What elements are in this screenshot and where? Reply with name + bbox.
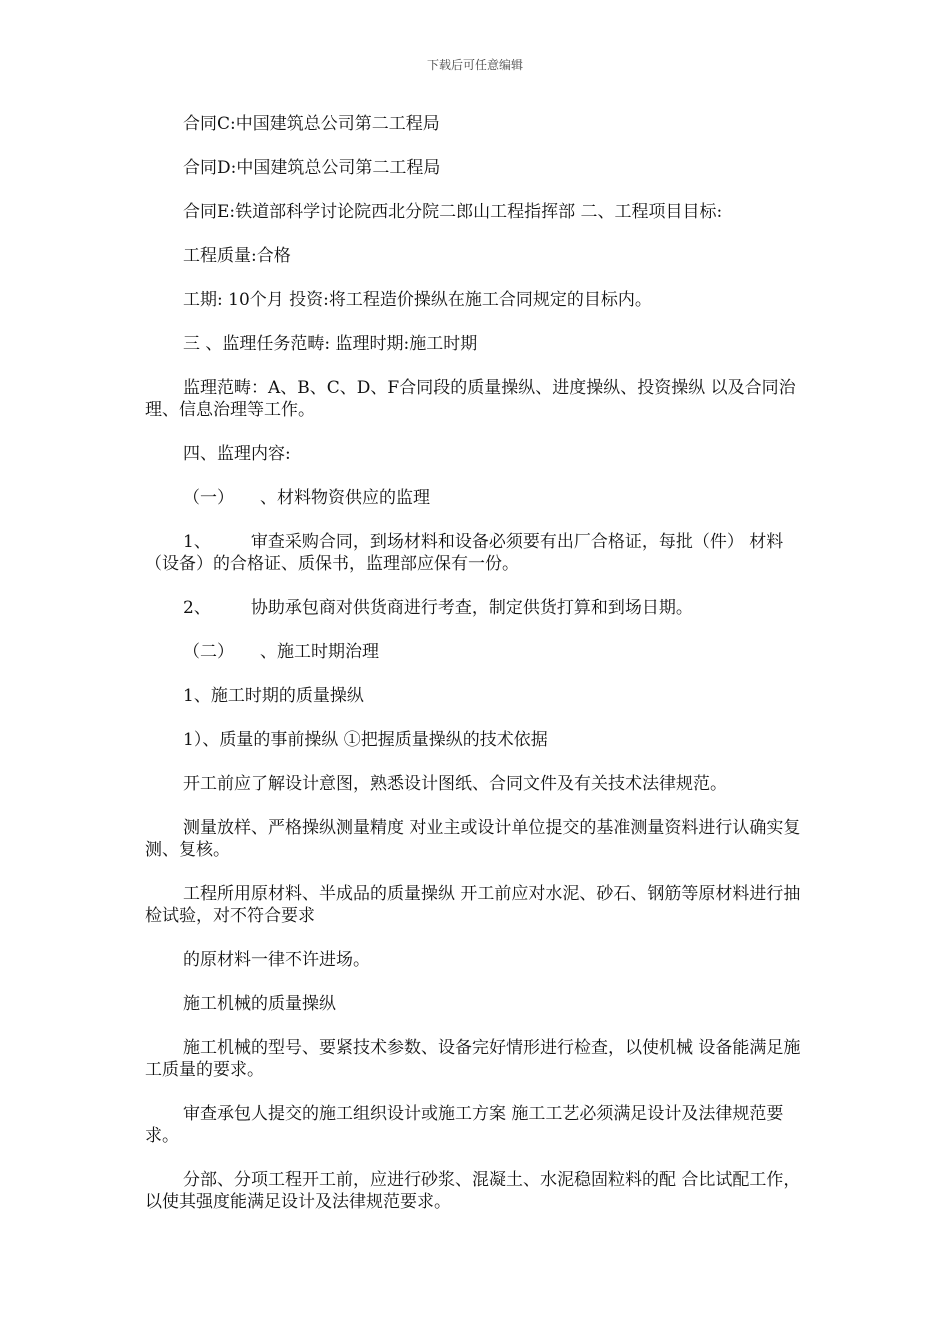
paragraph-section-1 [145,487,805,509]
paragraph-machinery-title: 施工机械的质量操纵 [183,994,336,1014]
paragraph-materials-cont: 的原材料一律不许进场。 [183,950,370,970]
paragraph-design-intent: 开工前应了解设计意图，熟悉设计图纸、合同文件及有关技术法律规范。 [183,774,727,794]
paragraph-quality-control: 1、施工时期的质量操纵 [183,686,364,706]
page-header: 下载后可任意编辑 [426,58,523,72]
item-1-number: 1、 [183,532,211,552]
section-1-number: （一） [183,488,234,508]
paragraph-mix-ratio: 分部、分项工程开工前，应进行砂浆、混凝土、水泥稳固粒料的配 合比试配工作，以使其强度能满足设计及法律规范要求。 [145,1170,801,1212]
paragraph-contract-d: 合同D:中国建筑总公司第二工程局 [183,158,441,178]
paragraph-content-title: 四、监理内容: [183,444,291,464]
paragraph-duration: 工期: 10个月 投资:将工程造价操纵在施工合同规定的目标内。 [183,290,652,310]
item-1-text: 审查采购合同，到场材料和设备必须要有出厂合格证，每批（件） 材料（设备）的合格证、质保书，监理部应保有一份。 [145,532,784,574]
section-2-title: 、施工时期治理 [260,642,379,662]
paragraph-construction-plan: 审查承包人提交的施工组织设计或施工方案 施工工艺必须满足设计及法律规范要求。 [145,1104,784,1146]
paragraph-scope-title: 三 、监理任务范畴: 监理时期:施工时期 [183,334,478,354]
paragraph-item-1 [145,531,805,575]
paragraph-pre-control: 1）、质量的事前操纵 ①把握质量操纵的技术依据 [183,730,548,750]
paragraph-scope: 监理范畴：A、B、C、D、F合同段的质量操纵、进度操纵、投资操纵 以及合同治理、信息治理等工作。 [145,378,796,420]
paragraph-section-2 [145,641,805,663]
item-2-text: 协助承包商对供货商进行考查，制定供货打算和到场日期。 [250,598,693,618]
item-2-number: 2、 [183,598,211,618]
paragraph-contract-e: 合同E:铁道部科学讨论院西北分院二郎山工程指挥部 二、工程项目目标: [183,202,723,222]
section-2-number: （二） [183,642,234,662]
paragraph-contract-c: 合同C:中国建筑总公司第二工程局 [183,114,440,134]
paragraph-survey: 测量放样、严格操纵测量精度 对业主或设计单位提交的基准测量资料进行认确实复测、复核。 [145,818,801,860]
paragraph-materials: 工程所用原材料、半成品的质量操纵 开工前应对水泥、砂石、钢筋等原材料进行抽检试验，对不符合要求 [145,884,801,926]
document-body [145,113,805,1235]
paragraph-machinery: 施工机械的型号、要紧技术参数、设备完好情形进行检查，以使机械 设备能满足施工质量的要求。 [145,1038,801,1080]
section-1-title: 、材料物资供应的监理 [260,488,430,508]
paragraph-quality: 工程质量:合格 [183,246,291,266]
paragraph-item-2 [145,597,805,619]
